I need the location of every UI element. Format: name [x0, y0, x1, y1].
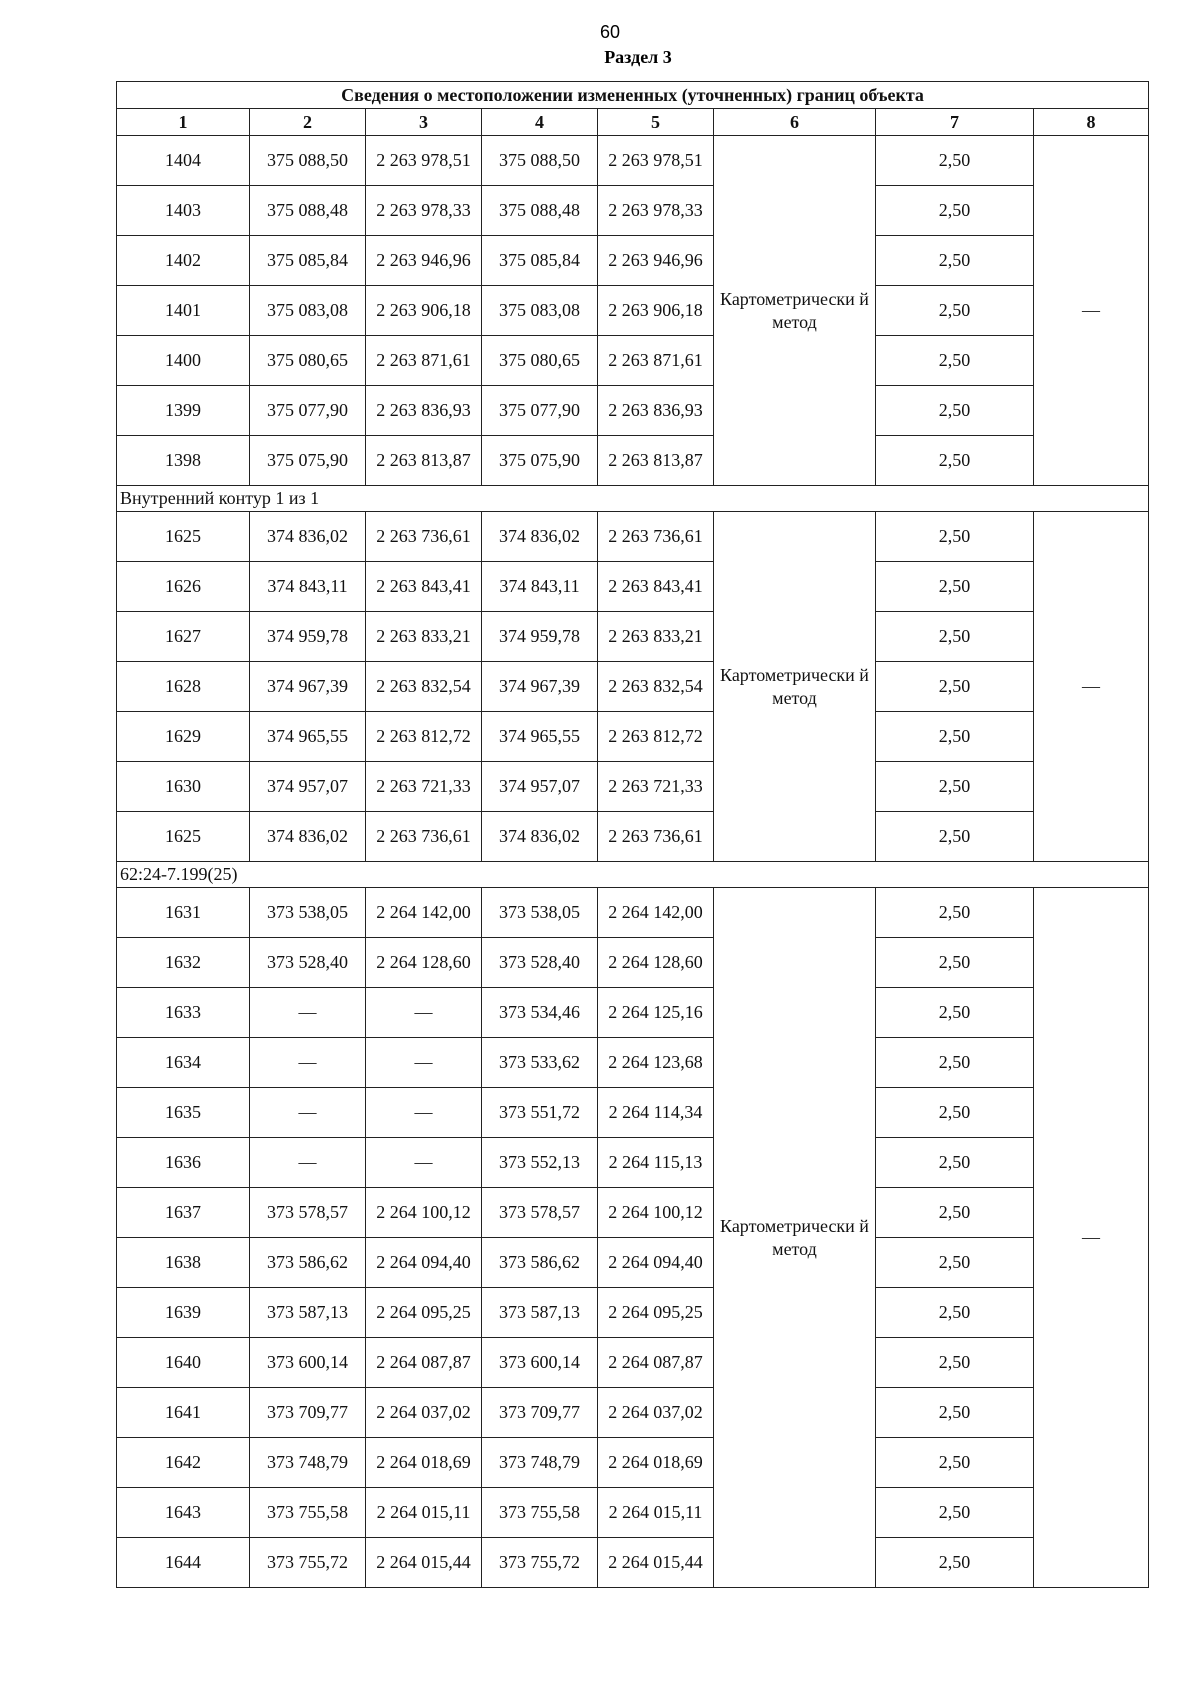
- y-new: 2 264 123,68: [598, 1038, 714, 1088]
- table-row: [117, 1538, 1149, 1588]
- table-row: [117, 712, 1149, 762]
- x-existing: 375 080,65: [250, 336, 366, 386]
- x-new: 373 709,77: [482, 1388, 598, 1438]
- y-existing: 2 264 095,25: [366, 1288, 482, 1338]
- point-number: 1631: [117, 888, 250, 938]
- accuracy-value: 2,50: [876, 1188, 1034, 1238]
- y-new: 2 263 978,51: [598, 136, 714, 186]
- y-new: 2 264 114,34: [598, 1088, 714, 1138]
- x-new: 374 836,02: [482, 512, 598, 562]
- point-number: 1399: [117, 386, 250, 436]
- accuracy-value: 2,50: [876, 1538, 1034, 1588]
- x-existing: 373 586,62: [250, 1238, 366, 1288]
- y-existing: 2 264 094,40: [366, 1238, 482, 1288]
- table-row: [117, 386, 1149, 436]
- x-new: 373 552,13: [482, 1138, 598, 1188]
- x-existing: 373 755,58: [250, 1488, 366, 1538]
- point-number: 1638: [117, 1238, 250, 1288]
- x-existing: —: [250, 1088, 366, 1138]
- y-new: 2 264 128,60: [598, 938, 714, 988]
- x-existing: 373 755,72: [250, 1538, 366, 1588]
- contour-heading: 62:24-7.199(25): [117, 862, 1149, 888]
- y-new: 2 264 087,87: [598, 1338, 714, 1388]
- accuracy-value: 2,50: [876, 712, 1034, 762]
- x-new: 375 088,50: [482, 136, 598, 186]
- accuracy-value: 2,50: [876, 1388, 1034, 1438]
- y-existing: 2 263 736,61: [366, 512, 482, 562]
- table-row: [117, 612, 1149, 662]
- table-row: [117, 336, 1149, 386]
- accuracy-value: 2,50: [876, 1438, 1034, 1488]
- table-row: [117, 888, 1149, 938]
- y-existing: 2 263 906,18: [366, 286, 482, 336]
- x-new: 375 075,90: [482, 436, 598, 486]
- y-existing: 2 263 978,51: [366, 136, 482, 186]
- section-title: Раздел 3: [604, 47, 672, 67]
- x-existing: 373 578,57: [250, 1188, 366, 1238]
- table-caption-row: [117, 82, 1149, 109]
- x-new: 373 538,05: [482, 888, 598, 938]
- accuracy-value: 2,50: [876, 512, 1034, 562]
- y-new: 2 263 736,61: [598, 512, 714, 562]
- y-new: 2 263 833,21: [598, 612, 714, 662]
- x-new: 375 080,65: [482, 336, 598, 386]
- x-new: 374 965,55: [482, 712, 598, 762]
- column-number: 4: [482, 109, 598, 136]
- accuracy-value: 2,50: [876, 888, 1034, 938]
- y-new: 2 263 836,93: [598, 386, 714, 436]
- table-row: [117, 1188, 1149, 1238]
- point-number: 1398: [117, 436, 250, 486]
- x-new: 375 085,84: [482, 236, 598, 286]
- point-number: 1402: [117, 236, 250, 286]
- x-existing: 374 836,02: [250, 512, 366, 562]
- x-new: 375 088,48: [482, 186, 598, 236]
- x-new: 374 959,78: [482, 612, 598, 662]
- x-existing: 374 959,78: [250, 612, 366, 662]
- table-row: [117, 1488, 1149, 1538]
- accuracy-value: 2,50: [876, 938, 1034, 988]
- table-row: [117, 562, 1149, 612]
- point-number: 1635: [117, 1088, 250, 1138]
- point-number: 1636: [117, 1138, 250, 1188]
- method-cell: Картометрически й метод: [714, 512, 876, 862]
- y-new: 2 264 037,02: [598, 1388, 714, 1438]
- x-existing: 375 088,50: [250, 136, 366, 186]
- x-existing: —: [250, 1038, 366, 1088]
- point-number: 1404: [117, 136, 250, 186]
- x-new: 373 528,40: [482, 938, 598, 988]
- x-existing: 373 748,79: [250, 1438, 366, 1488]
- x-existing: —: [250, 1138, 366, 1188]
- y-new: 2 264 125,16: [598, 988, 714, 1038]
- x-new: 373 586,62: [482, 1238, 598, 1288]
- accuracy-value: 2,50: [876, 812, 1034, 862]
- y-existing: 2 263 832,54: [366, 662, 482, 712]
- y-existing: —: [366, 1138, 482, 1188]
- y-new: 2 264 018,69: [598, 1438, 714, 1488]
- y-existing: 2 263 871,61: [366, 336, 482, 386]
- y-new: 2 263 843,41: [598, 562, 714, 612]
- accuracy-value: 2,50: [876, 386, 1034, 436]
- y-existing: 2 263 836,93: [366, 386, 482, 436]
- table-row: [117, 136, 1149, 186]
- y-new: 2 264 115,13: [598, 1138, 714, 1188]
- point-number: 1630: [117, 762, 250, 812]
- y-existing: 2 263 843,41: [366, 562, 482, 612]
- x-existing: 375 085,84: [250, 236, 366, 286]
- column-8-cell: —: [1034, 512, 1149, 862]
- contour-heading-row: [117, 862, 1149, 888]
- y-existing: 2 264 015,11: [366, 1488, 482, 1538]
- x-existing: 374 965,55: [250, 712, 366, 762]
- x-existing: 374 967,39: [250, 662, 366, 712]
- y-new: 2 263 721,33: [598, 762, 714, 812]
- contour-heading: Внутренний контур 1 из 1: [117, 486, 1149, 512]
- y-existing: 2 264 100,12: [366, 1188, 482, 1238]
- accuracy-value: 2,50: [876, 1288, 1034, 1338]
- point-number: 1633: [117, 988, 250, 1038]
- table-row: [117, 1288, 1149, 1338]
- x-existing: 375 083,08: [250, 286, 366, 336]
- point-number: 1629: [117, 712, 250, 762]
- column-numbers-row: [117, 109, 1149, 136]
- y-existing: 2 263 812,72: [366, 712, 482, 762]
- x-new: 374 967,39: [482, 662, 598, 712]
- table-row: [117, 1138, 1149, 1188]
- y-existing: 2 264 142,00: [366, 888, 482, 938]
- x-existing: 373 587,13: [250, 1288, 366, 1338]
- table-row: [117, 1338, 1149, 1388]
- y-new: 2 264 015,44: [598, 1538, 714, 1588]
- accuracy-value: 2,50: [876, 612, 1034, 662]
- accuracy-value: 2,50: [876, 1238, 1034, 1288]
- table-row: [117, 1038, 1149, 1088]
- table-body: [117, 82, 1149, 1588]
- y-existing: 2 264 128,60: [366, 938, 482, 988]
- x-new: 373 551,72: [482, 1088, 598, 1138]
- point-number: 1644: [117, 1538, 250, 1588]
- x-new: 375 083,08: [482, 286, 598, 336]
- x-existing: 373 709,77: [250, 1388, 366, 1438]
- table-row: [117, 186, 1149, 236]
- x-existing: 375 075,90: [250, 436, 366, 486]
- table-row: [117, 436, 1149, 486]
- y-new: 2 263 871,61: [598, 336, 714, 386]
- y-existing: 2 264 018,69: [366, 1438, 482, 1488]
- column-number: 7: [876, 109, 1034, 136]
- column-number: 1: [117, 109, 250, 136]
- accuracy-value: 2,50: [876, 662, 1034, 712]
- x-new: 373 587,13: [482, 1288, 598, 1338]
- y-new: 2 263 813,87: [598, 436, 714, 486]
- point-number: 1632: [117, 938, 250, 988]
- y-existing: 2 264 015,44: [366, 1538, 482, 1588]
- x-new: 373 755,72: [482, 1538, 598, 1588]
- accuracy-value: 2,50: [876, 988, 1034, 1038]
- y-new: 2 263 978,33: [598, 186, 714, 236]
- table-row: [117, 1438, 1149, 1488]
- y-existing: —: [366, 1038, 482, 1088]
- point-number: 1625: [117, 812, 250, 862]
- x-existing: 374 957,07: [250, 762, 366, 812]
- point-number: 1403: [117, 186, 250, 236]
- column-number: 3: [366, 109, 482, 136]
- x-existing: 375 088,48: [250, 186, 366, 236]
- x-existing: 373 528,40: [250, 938, 366, 988]
- x-existing: 373 600,14: [250, 1338, 366, 1388]
- accuracy-value: 2,50: [876, 1488, 1034, 1538]
- accuracy-value: 2,50: [876, 236, 1034, 286]
- accuracy-value: 2,50: [876, 1338, 1034, 1388]
- x-new: 374 843,11: [482, 562, 598, 612]
- accuracy-value: 2,50: [876, 286, 1034, 336]
- accuracy-value: 2,50: [876, 762, 1034, 812]
- table-row: [117, 762, 1149, 812]
- x-new: 375 077,90: [482, 386, 598, 436]
- x-existing: 373 538,05: [250, 888, 366, 938]
- table-row: [117, 1388, 1149, 1438]
- y-existing: 2 263 736,61: [366, 812, 482, 862]
- x-new: 374 836,02: [482, 812, 598, 862]
- method-cell: Картометрически й метод: [714, 136, 876, 486]
- table-caption: Сведения о местоположении измененных (уточненных) границ объекта: [117, 82, 1149, 109]
- table-row: [117, 988, 1149, 1038]
- y-existing: 2 264 087,87: [366, 1338, 482, 1388]
- y-new: 2 264 095,25: [598, 1288, 714, 1338]
- table-row: [117, 512, 1149, 562]
- column-number: 5: [598, 109, 714, 136]
- y-new: 2 264 142,00: [598, 888, 714, 938]
- column-number: 2: [250, 109, 366, 136]
- table-row: [117, 938, 1149, 988]
- x-existing: 375 077,90: [250, 386, 366, 436]
- point-number: 1639: [117, 1288, 250, 1338]
- point-number: 1637: [117, 1188, 250, 1238]
- point-number: 1640: [117, 1338, 250, 1388]
- point-number: 1626: [117, 562, 250, 612]
- point-number: 1641: [117, 1388, 250, 1438]
- x-new: 373 534,46: [482, 988, 598, 1038]
- y-new: 2 264 094,40: [598, 1238, 714, 1288]
- page-number: 60: [599, 22, 621, 42]
- table-row: [117, 1088, 1149, 1138]
- accuracy-value: 2,50: [876, 136, 1034, 186]
- y-existing: 2 264 037,02: [366, 1388, 482, 1438]
- point-number: 1401: [117, 286, 250, 336]
- point-number: 1642: [117, 1438, 250, 1488]
- x-new: 373 748,79: [482, 1438, 598, 1488]
- y-new: 2 263 736,61: [598, 812, 714, 862]
- column-8-cell: —: [1034, 888, 1149, 1588]
- y-new: 2 263 832,54: [598, 662, 714, 712]
- accuracy-value: 2,50: [876, 1138, 1034, 1188]
- accuracy-value: 2,50: [876, 336, 1034, 386]
- point-number: 1627: [117, 612, 250, 662]
- accuracy-value: 2,50: [876, 436, 1034, 486]
- x-new: 373 578,57: [482, 1188, 598, 1238]
- table-row: [117, 1238, 1149, 1288]
- y-existing: 2 263 946,96: [366, 236, 482, 286]
- x-existing: 374 843,11: [250, 562, 366, 612]
- x-new: 373 600,14: [482, 1338, 598, 1388]
- accuracy-value: 2,50: [876, 186, 1034, 236]
- table-row: [117, 812, 1149, 862]
- contour-heading-row: [117, 486, 1149, 512]
- y-new: 2 263 812,72: [598, 712, 714, 762]
- y-existing: 2 263 833,21: [366, 612, 482, 662]
- y-existing: 2 263 813,87: [366, 436, 482, 486]
- point-number: 1643: [117, 1488, 250, 1538]
- table-row: [117, 236, 1149, 286]
- accuracy-value: 2,50: [876, 562, 1034, 612]
- column-8-cell: —: [1034, 136, 1149, 486]
- y-existing: —: [366, 988, 482, 1038]
- y-new: 2 263 946,96: [598, 236, 714, 286]
- accuracy-value: 2,50: [876, 1088, 1034, 1138]
- x-new: 373 755,58: [482, 1488, 598, 1538]
- x-existing: —: [250, 988, 366, 1038]
- y-new: 2 263 906,18: [598, 286, 714, 336]
- x-new: 373 533,62: [482, 1038, 598, 1088]
- method-cell: Картометрически й метод: [714, 888, 876, 1588]
- y-existing: 2 263 978,33: [366, 186, 482, 236]
- x-existing: 374 836,02: [250, 812, 366, 862]
- table-row: [117, 662, 1149, 712]
- column-number: 6: [714, 109, 876, 136]
- point-number: 1400: [117, 336, 250, 386]
- table-row: [117, 286, 1149, 336]
- y-new: 2 264 100,12: [598, 1188, 714, 1238]
- column-number: 8: [1034, 109, 1149, 136]
- y-new: 2 264 015,11: [598, 1488, 714, 1538]
- y-existing: 2 263 721,33: [366, 762, 482, 812]
- y-existing: —: [366, 1088, 482, 1138]
- point-number: 1628: [117, 662, 250, 712]
- x-new: 374 957,07: [482, 762, 598, 812]
- point-number: 1625: [117, 512, 250, 562]
- point-number: 1634: [117, 1038, 250, 1088]
- boundary-coordinates-table: [116, 81, 1149, 1588]
- accuracy-value: 2,50: [876, 1038, 1034, 1088]
